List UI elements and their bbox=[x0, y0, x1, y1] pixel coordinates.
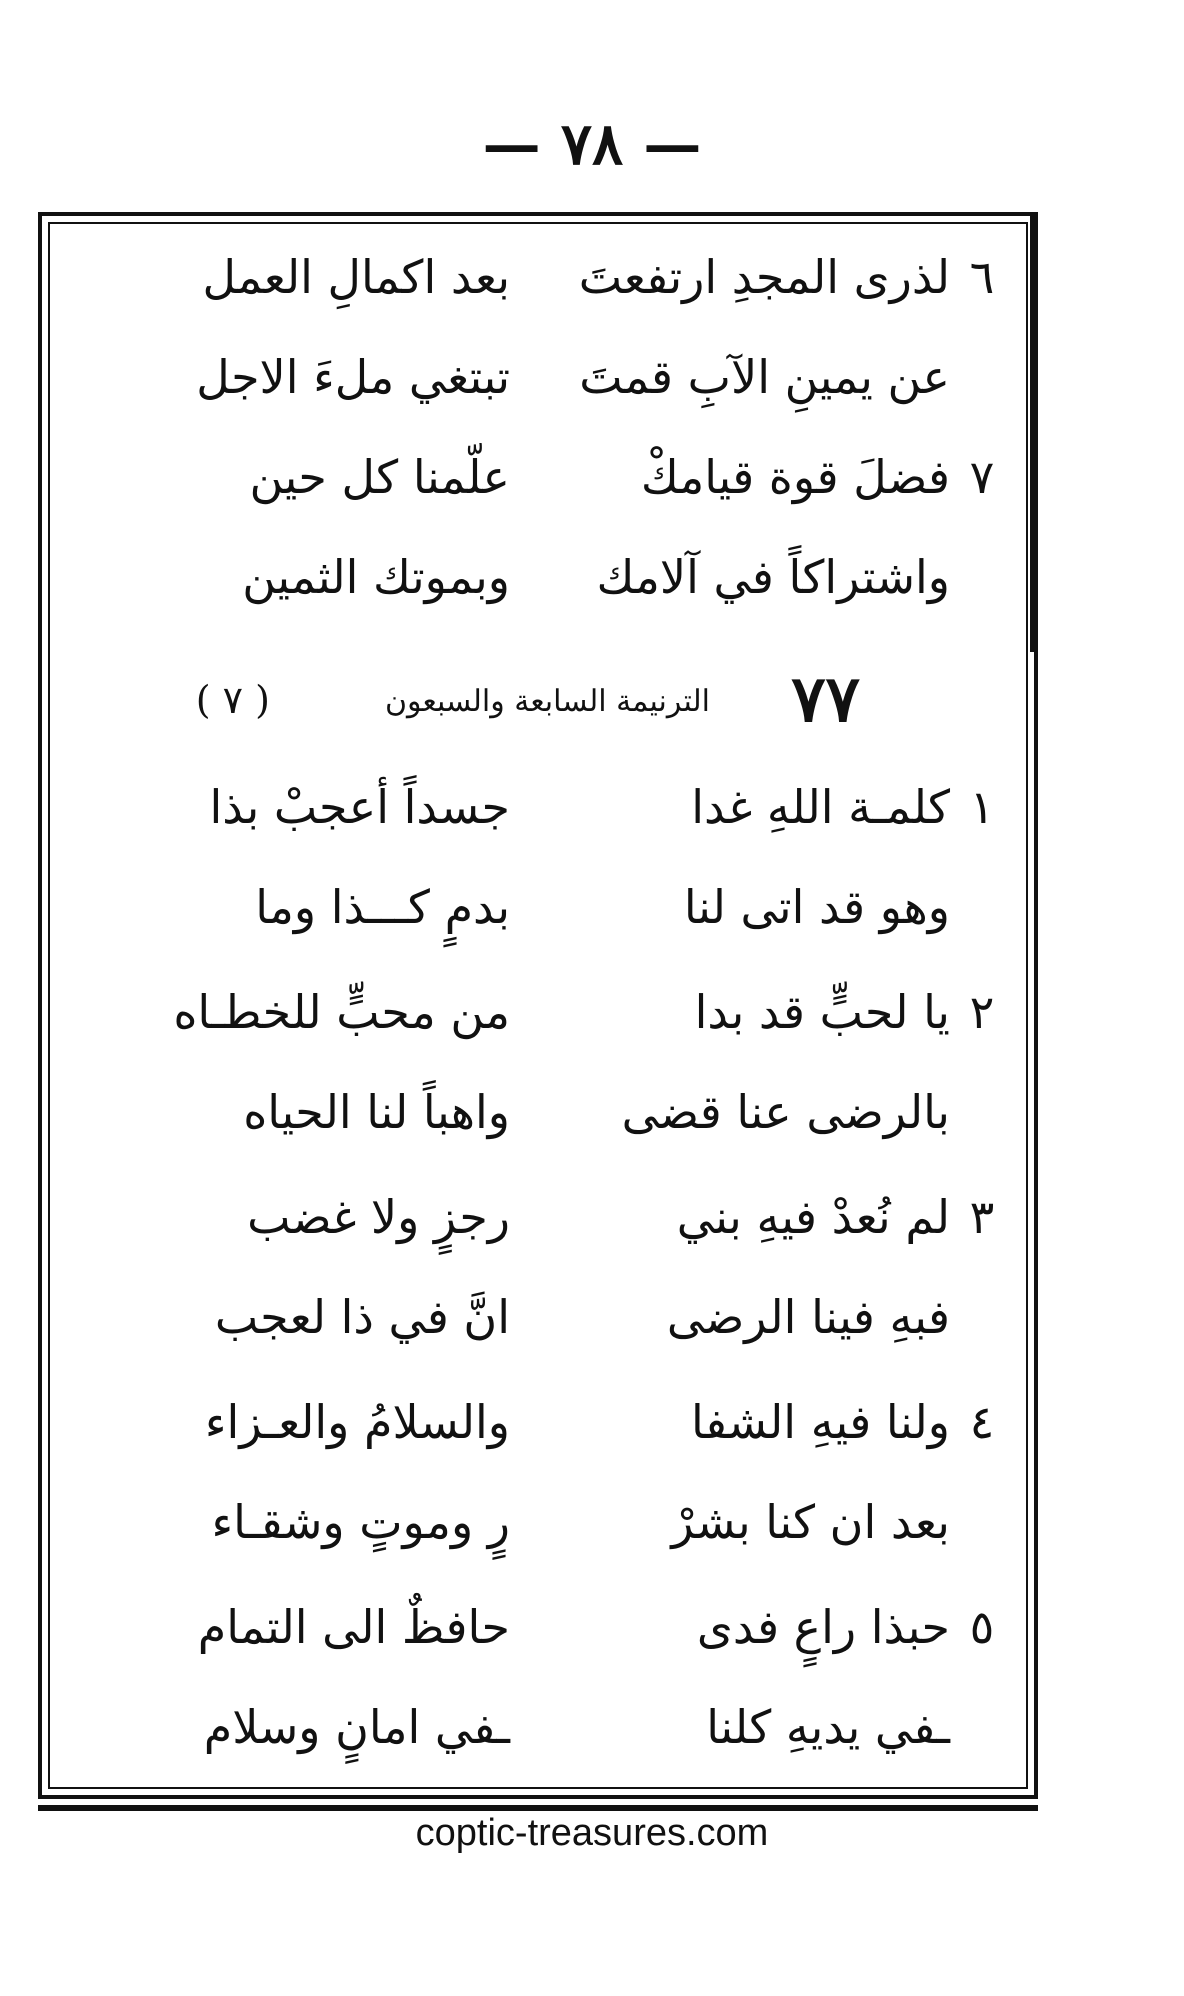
verse-first-half: فضلَ قوة قيامكْ bbox=[640, 450, 950, 504]
verse-second-half: علّمنا كل حين bbox=[249, 450, 510, 504]
verse-first-half: ولنا فيهِ الشفا bbox=[690, 1395, 950, 1449]
hymn-verse-count: ( ٧ ) bbox=[195, 678, 270, 722]
verse-second-half: من محبٍّ للخطـاه bbox=[173, 985, 510, 1039]
verse-first-half: بالرضى عنا قضى bbox=[621, 1085, 950, 1139]
verse-number: ٥ bbox=[969, 1600, 995, 1654]
verse-second-half: واهباً لنا الحياه bbox=[243, 1085, 510, 1139]
verse-first-half: حبذا راعٍ فدى bbox=[696, 1600, 950, 1654]
hymn-number: ٧٧ bbox=[791, 662, 860, 737]
verse-first-half: وهو قد اتى لنا bbox=[683, 880, 950, 934]
verse-second-half: رجزٍ ولا غضب bbox=[247, 1190, 510, 1244]
verse-second-half: والسلامُ والعـزاء bbox=[204, 1395, 510, 1449]
verse-second-half: رٍ وموتٍ وشقـاء bbox=[211, 1495, 510, 1549]
verse-second-half: انَّ في ذا لعجب bbox=[214, 1290, 510, 1344]
verse-second-half: حافظٌ الى التمام bbox=[197, 1600, 510, 1654]
verse-second-half: وبموتك الثمين bbox=[242, 550, 510, 604]
verse-first-half: عن يمينِ الآبِ قمتَ bbox=[579, 350, 950, 404]
verse-second-half: ـفي امانٍ وسلام bbox=[203, 1700, 510, 1754]
verse-line bbox=[60, 1375, 1010, 1470]
verse-second-half: بعد اكمالِ العمل bbox=[202, 250, 510, 304]
verse-line bbox=[60, 1270, 1010, 1365]
verse-line bbox=[60, 1680, 1010, 1775]
page-number: — ٧٨ — bbox=[482, 110, 702, 178]
verse-line bbox=[60, 230, 1010, 325]
hymn-title: الترنيمة السابعة والسبعون bbox=[384, 684, 710, 719]
verse-number: ١ bbox=[969, 780, 995, 834]
verse-line bbox=[60, 1580, 1010, 1675]
verse-line bbox=[60, 965, 1010, 1060]
verse-line bbox=[60, 1475, 1010, 1570]
verse-first-half: فبهِ فينا الرضى bbox=[666, 1290, 950, 1344]
hymn-header bbox=[60, 662, 1010, 740]
verse-second-half: بدمٍ كـــذا وما bbox=[255, 880, 510, 934]
verse-line bbox=[60, 330, 1010, 425]
verse-line bbox=[60, 430, 1010, 525]
verse-number: ٤ bbox=[969, 1395, 995, 1449]
verse-first-half: كلمـة اللهِ غدا bbox=[691, 780, 950, 834]
verse-second-half: جسداً أعجبْ بذا bbox=[209, 780, 510, 834]
verse-first-half: لذرى المجدِ ارتفعتَ bbox=[578, 250, 950, 304]
frame-side-rule bbox=[1030, 212, 1036, 652]
verse-line bbox=[60, 1065, 1010, 1160]
bottom-rule bbox=[38, 1805, 1038, 1811]
verse-line bbox=[60, 530, 1010, 625]
verse-second-half: تبتغي ملءَ الاجل bbox=[196, 350, 510, 404]
verse-first-half: لم نُعدْ فيهِ بني bbox=[676, 1190, 950, 1244]
verse-line bbox=[60, 760, 1010, 855]
verse-line bbox=[60, 860, 1010, 955]
verse-number: ٦ bbox=[969, 250, 995, 304]
verse-number: ٢ bbox=[969, 985, 995, 1039]
verse-number: ٧ bbox=[969, 450, 995, 504]
verse-first-half: يا لحبٍّ قد بدا bbox=[694, 985, 950, 1039]
verse-line bbox=[60, 1170, 1010, 1265]
verse-first-half: ـفي يديهِ كلنا bbox=[706, 1700, 950, 1754]
verse-number: ٣ bbox=[969, 1190, 995, 1244]
verse-first-half: بعد ان كنا بشرْ bbox=[671, 1495, 950, 1549]
verse-first-half: واشتراكاً في آلامك bbox=[596, 550, 950, 604]
watermark-text: coptic-treasures.com bbox=[415, 1812, 769, 1854]
